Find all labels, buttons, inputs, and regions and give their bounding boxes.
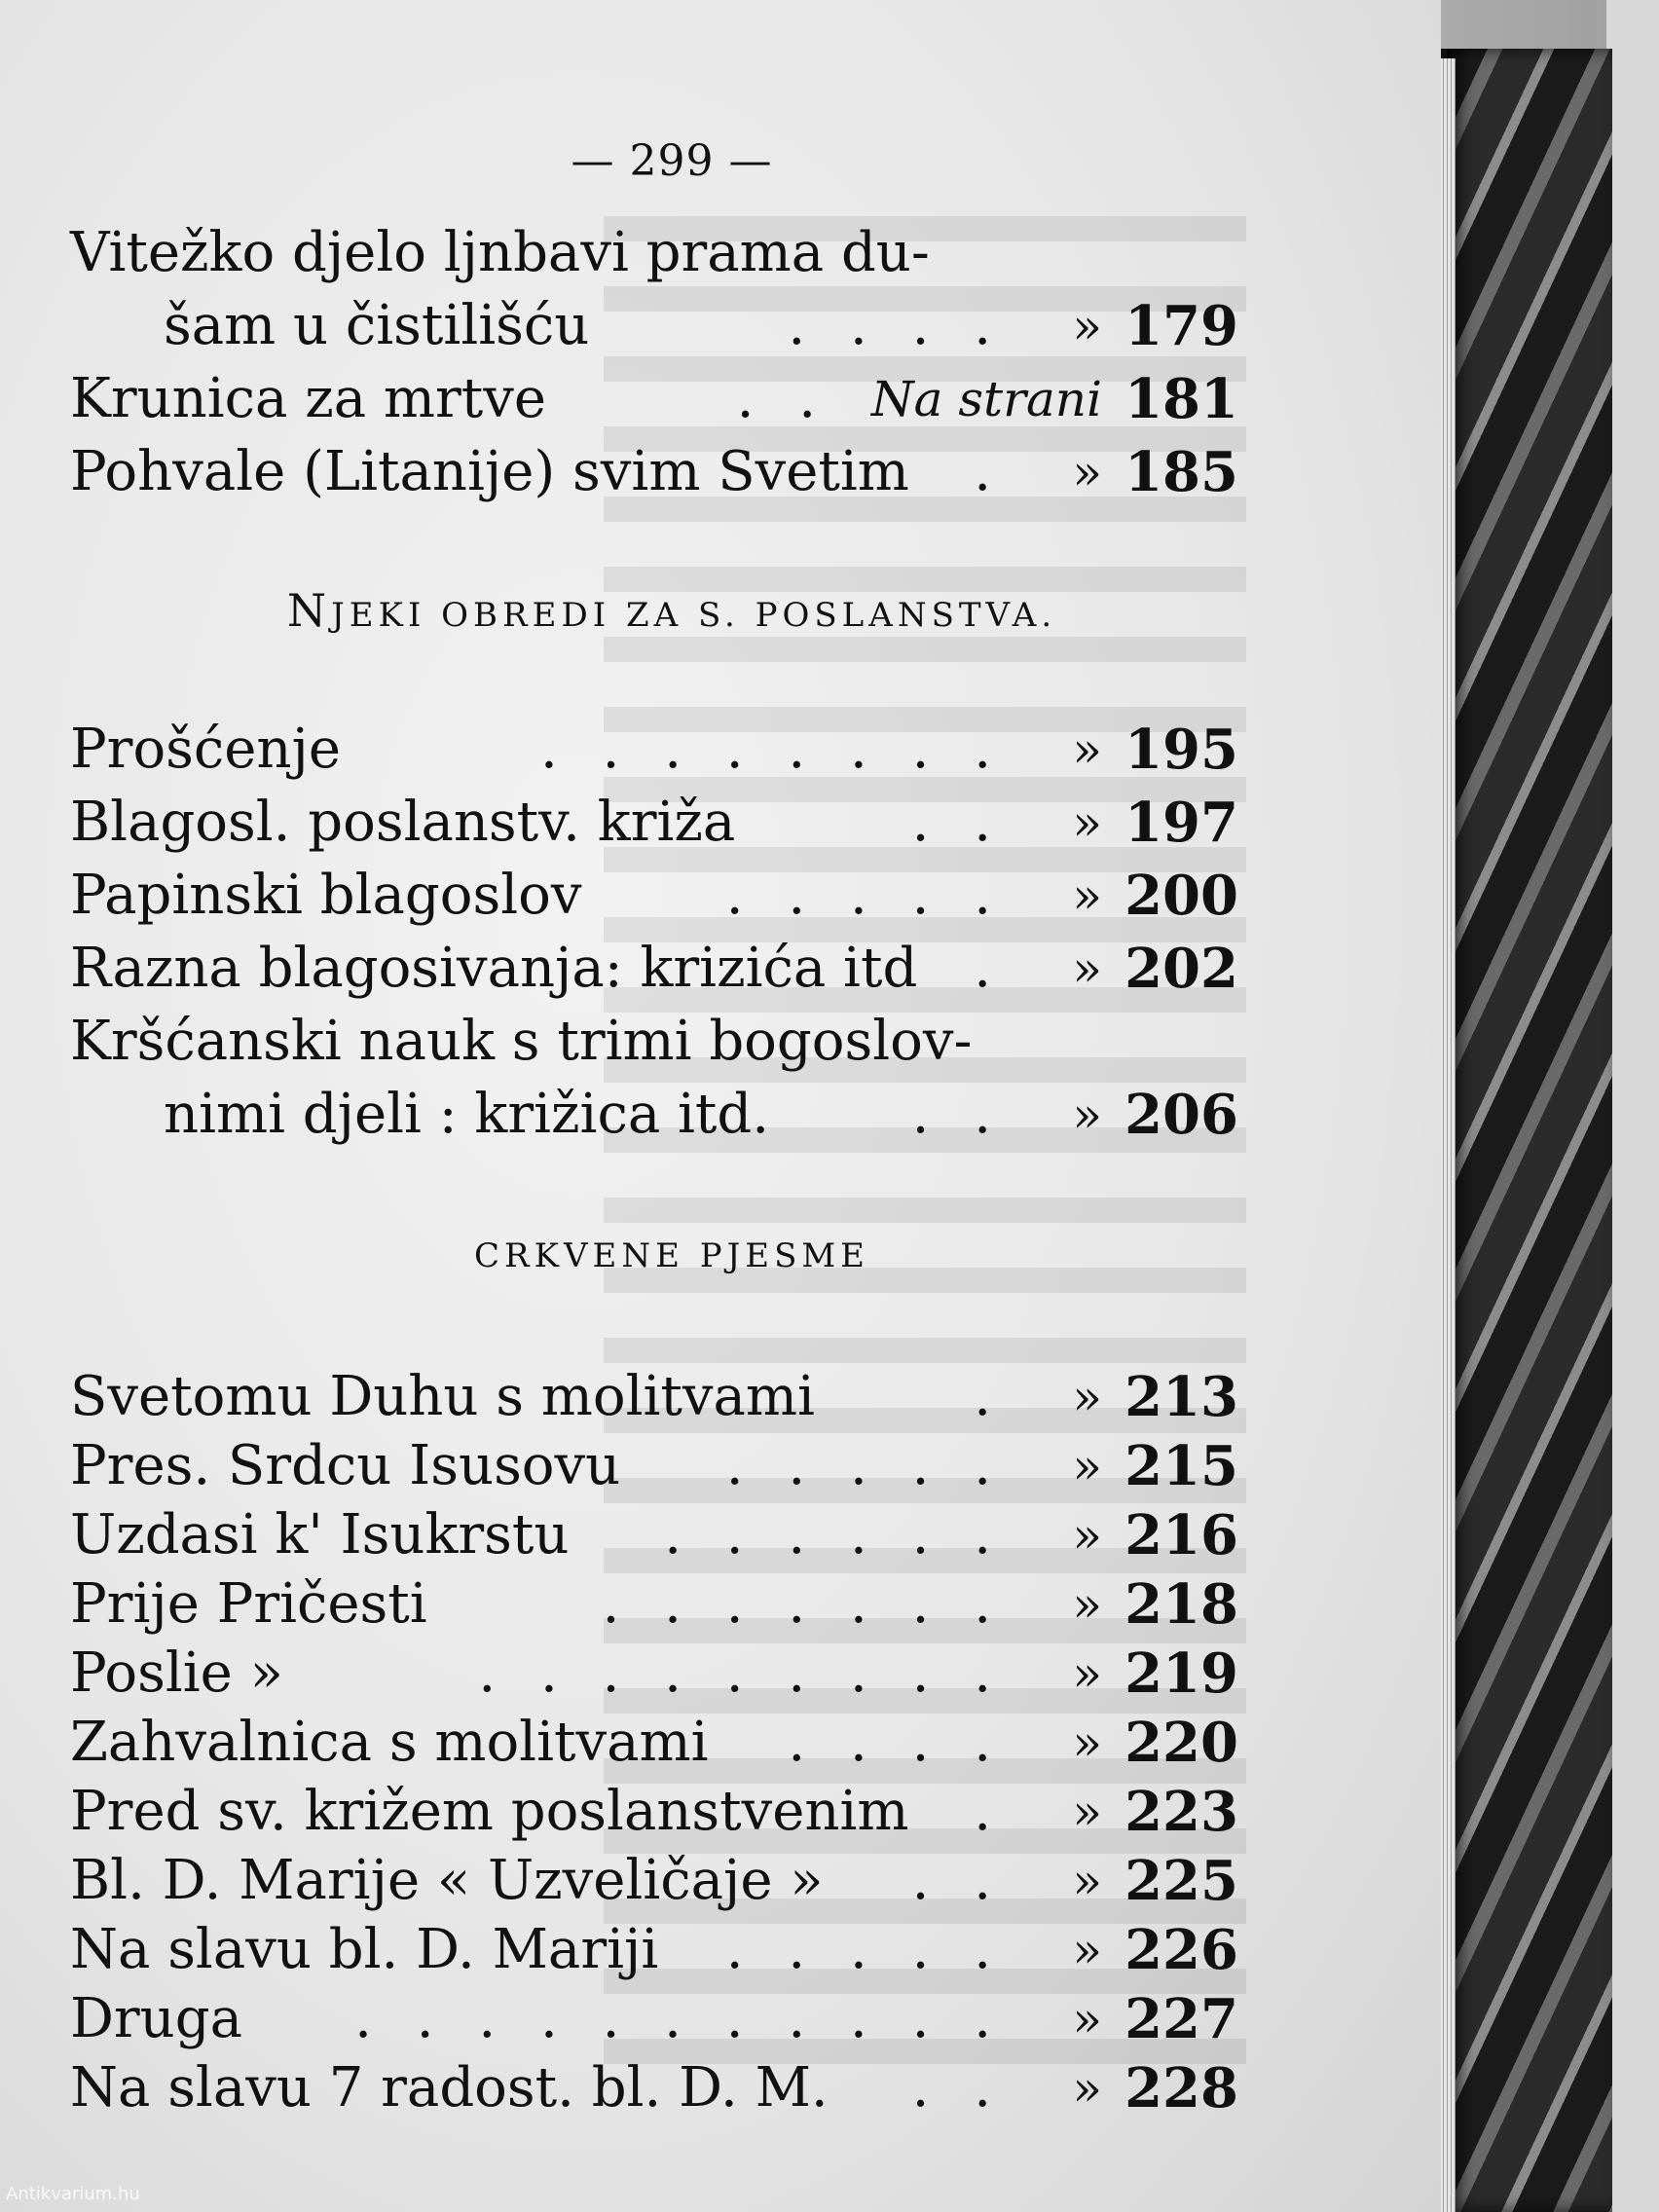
entry-page-number: 218 (1124, 1572, 1238, 1637)
toc-entry (70, 365, 1238, 433)
toc-entry (70, 1501, 1238, 1569)
entry-page-number: 197 (1124, 791, 1238, 855)
entry-title: Prije Pričesti (70, 1572, 427, 1636)
entry-ditto-mark: » (1072, 867, 1102, 924)
toc-entry (70, 1640, 1238, 1708)
entry-title: Vitežko djelo ljnbavi prama du- (70, 221, 930, 284)
entry-page-number: 185 (1124, 440, 1238, 504)
entry-ditto-mark: » (1072, 298, 1102, 354)
entry-ditto-mark: » (1072, 1576, 1102, 1633)
entry-page-number: 220 (1124, 1711, 1238, 1775)
entry-ditto-mark: » (1072, 794, 1102, 851)
entry-leader-dots: . (974, 440, 1005, 503)
entry-ditto-mark: » (1072, 1714, 1102, 1771)
entry-page-number: 228 (1124, 2056, 1238, 2120)
entry-leader-dots: . . . . (788, 1711, 1005, 1774)
entry-title: Blagosl. poslanstv. križa (70, 791, 736, 854)
entry-ditto-mark: » (1072, 1087, 1102, 1143)
entry-leader-dots: . . (911, 1083, 1005, 1146)
toc-entry (70, 716, 1238, 784)
entry-page-number: 223 (1124, 1780, 1238, 1844)
entry-leader-dots: . . . . . . (664, 1503, 1005, 1567)
toc-entry (70, 1985, 1238, 2053)
heading-initial: N (286, 584, 332, 637)
entry-leader-dots: . . . . . . . . . (478, 1641, 1005, 1705)
entry-title: Na slavu bl. D. Mariji (70, 1918, 659, 1981)
toc-entry (70, 1778, 1238, 1846)
entry-page-number: 226 (1124, 1918, 1238, 1982)
table-surface (1606, 0, 1659, 2212)
entry-ditto-mark: » (1072, 1922, 1102, 1978)
entry-title: Pohvale (Litanije) svim Svetim (70, 440, 909, 503)
section-heading (0, 584, 1344, 637)
entry-ditto-mark: » (1072, 940, 1102, 997)
toc-entry (70, 2054, 1238, 2122)
watermark: Antikvarium.hu (6, 2184, 140, 2204)
section-heading: CRKVENE PJESME (473, 1236, 869, 1275)
toc-entry (70, 862, 1238, 930)
entry-title: šam u čistilišću (164, 294, 590, 357)
book-cover (1441, 49, 1612, 2212)
toc-entry (70, 438, 1238, 506)
entry-page-number: 216 (1124, 1503, 1238, 1567)
entry-ditto-mark: » (1072, 1645, 1102, 1702)
entry-title: Poslie » (70, 1641, 283, 1705)
heading-text: JEKI OBREDI ZA S. POSLANSTVA. (331, 596, 1057, 635)
entry-page-number: 225 (1124, 1849, 1238, 1913)
entry-leader-dots: . . . . (788, 294, 1005, 357)
entry-title: Na slavu 7 radost. bl. D. M. (70, 2056, 829, 2120)
entry-page-number: 179 (1124, 294, 1238, 358)
entry-page-number: 202 (1124, 937, 1238, 1001)
entry-leader-dots: . . . . . . . . . . . (354, 1987, 1005, 2050)
entry-title: Razna blagosivanja: krizića itd (70, 937, 918, 1000)
page-number: — 299 — (571, 136, 773, 186)
entry-title: nimi djeli : križica itd. (164, 1083, 770, 1146)
toc-entry (70, 789, 1238, 857)
entry-leader-dots: . (974, 937, 1005, 1000)
entry-page-number: 200 (1124, 864, 1238, 928)
entry-page-number: 227 (1124, 1987, 1238, 2051)
entry-ditto-mark: » (1072, 444, 1102, 500)
toc-entry (70, 1709, 1238, 1777)
toc-entry (70, 1570, 1238, 1639)
entry-ditto-mark: » (1072, 1507, 1102, 1564)
entry-title: Bl. D. Marije « Uzveličaje » (70, 1849, 824, 1912)
entry-leader-dots: . (974, 1780, 1005, 1843)
entry-page-prefix: Na strani (870, 371, 1102, 427)
entry-leader-dots: . . . . . (725, 864, 1005, 927)
entry-page-number: 181 (1124, 367, 1238, 431)
toc-entry (70, 1008, 1238, 1076)
entry-leader-dots: . . (736, 367, 830, 430)
entry-title: Pres. Srdcu Isusovu (70, 1434, 621, 1497)
entry-page-number: 219 (1124, 1641, 1238, 1706)
entry-ditto-mark: » (1072, 2060, 1102, 2117)
entry-title: Zahvalnica s molitvami (70, 1711, 709, 1774)
entry-leader-dots: . . (911, 1849, 1005, 1912)
entry-ditto-mark: » (1072, 1784, 1102, 1840)
entry-title: Pred sv. križem poslanstvenim (70, 1780, 909, 1843)
toc-entry (70, 935, 1238, 1003)
entry-leader-dots: . . (911, 791, 1005, 854)
toc-entry (70, 1847, 1238, 1915)
entry-title: Kršćanski nauk s trimi bogoslov- (70, 1010, 973, 1073)
toc-entry (70, 219, 1238, 287)
entry-ditto-mark: » (1072, 1991, 1102, 2047)
entry-page-number: 195 (1124, 718, 1238, 782)
entry-title: Prošćenje (70, 718, 341, 781)
entry-page-number: 213 (1124, 1365, 1238, 1429)
entry-leader-dots: . . . . . (725, 1918, 1005, 1981)
toc-entry (70, 1363, 1238, 1431)
entry-leader-dots: . (974, 1365, 1005, 1428)
entry-leader-dots: . . (911, 2056, 1005, 2120)
entry-ditto-mark: » (1072, 1438, 1102, 1494)
entry-page-number: 206 (1124, 1083, 1238, 1147)
entry-page-number: 215 (1124, 1434, 1238, 1498)
toc-entry (70, 292, 1238, 360)
toc-entry (70, 1081, 1238, 1149)
entry-leader-dots: . . . . . (725, 1434, 1005, 1497)
toc-entry (70, 1916, 1238, 1984)
entry-title: Krunica za mrtve (70, 367, 547, 430)
entry-ditto-mark: » (1072, 1853, 1102, 1909)
toc-entry (70, 1432, 1238, 1500)
entry-ditto-mark: » (1072, 721, 1102, 778)
entry-title: Uzdasi k' Isukrstu (70, 1503, 570, 1567)
entry-title: Papinski blagoslov (70, 864, 582, 927)
entry-leader-dots: . . . . . . . (602, 1572, 1005, 1636)
entry-leader-dots: . . . . . . . . (539, 718, 1005, 781)
entry-title: Svetomu Duhu s molitvami (70, 1365, 815, 1428)
entry-title: Druga (70, 1987, 242, 2050)
entry-ditto-mark: » (1072, 1369, 1102, 1425)
